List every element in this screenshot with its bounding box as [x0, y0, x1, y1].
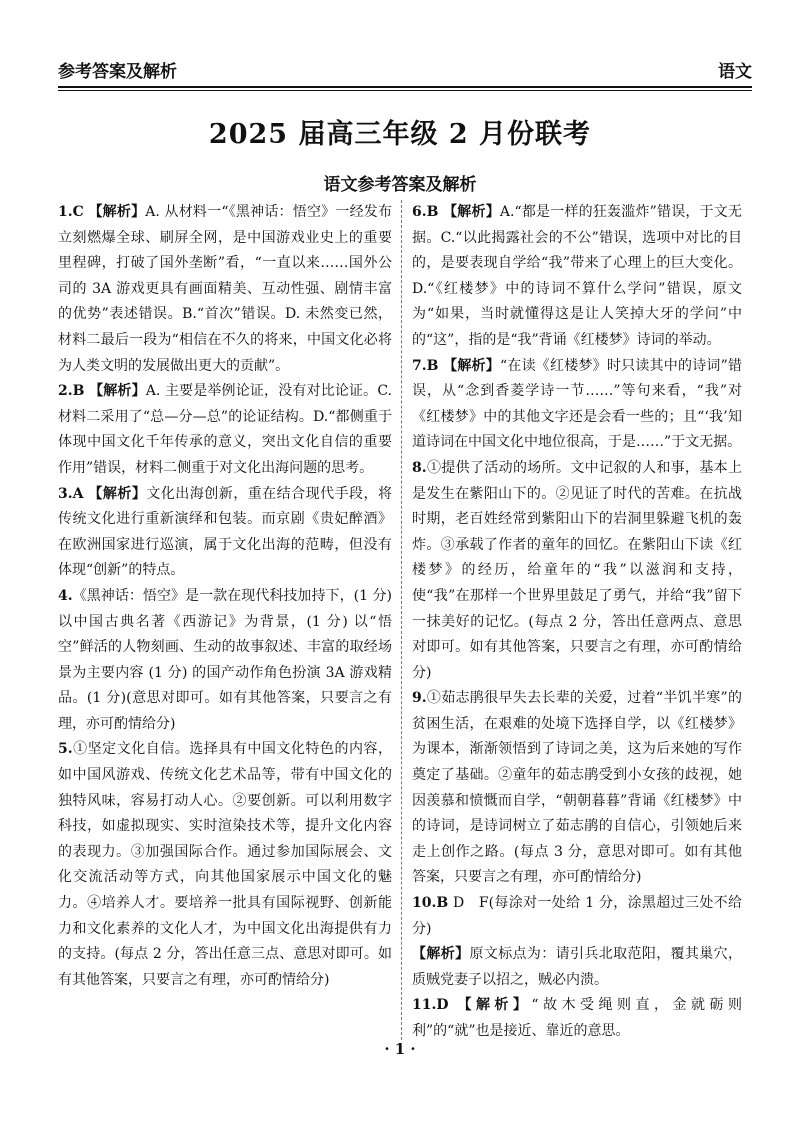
- exam-subtitle: 语文参考答案及解析: [323, 175, 477, 195]
- question-number: 9.: [412, 690, 427, 707]
- answer-item: [412, 200, 742, 354]
- answer-text: ①茹志鹃很早失去长辈的关爱，过着“半饥半寒”的贫困生活，在艰难的处境下选择自学，以《红楼梦》为课本，渐渐领悟到了诗词之美，这为后来她的写作奠定了基础。②童年的茹志鹃受到小女孩的歧视，她因羡慕和愤慨而自学，“朝朝暮暮”背诵《红楼梦》中的诗词，是诗词树立了茹志鹃的自信心，引领她后来走上创作之路。(每点 3 分，意思对即可。如有其他答案，只要言之有理，亦可酌情给分): [412, 690, 742, 886]
- answer-item: [412, 942, 742, 993]
- answer-item: [412, 891, 742, 942]
- answer-text: 原文标点为：请引兵北取范阳，覆其巢穴，质贼党妻子以招之，贼必内溃。: [412, 946, 743, 988]
- answer-item: [58, 482, 392, 584]
- question-number: 6.B: [412, 204, 439, 220]
- page-number: · 1 ·: [384, 1040, 416, 1058]
- answer-text: “故木受绳则直，金就砺则利”的“就”也是接近、靠近的意思。: [412, 997, 742, 1039]
- question-number: 10.B: [412, 895, 449, 912]
- answer-item: [412, 686, 742, 891]
- answer-text: A.“都是一样的狂轰滥炸”错误，于文无据。C.“以此揭露社会的不公”错误，选项中对比的目的，是要表现自学给“我”带来了心理上的巨大变化。D.“《红楼梦》中的诗词不算什么学问”错误，原文为“如果，当时就懂得这是让人笑掉大牙的学问”中的“这”，指的是“我”背诵《红楼梦》诗词的举动。: [412, 204, 743, 348]
- analysis-tag: 【解析】: [443, 204, 500, 220]
- column-divider: [401, 200, 402, 1040]
- answer-item: [412, 993, 742, 1044]
- header-subject-label: 语文: [718, 62, 752, 82]
- answer-text: A. 从材料一“《黑神话：悟空》一经发布立刻燃爆全球、刷屏全网，是中国游戏业史上的重要里程碑，打破了国外垄断”看，“一直以来……国外公司的 3A 游戏更具有画面精美、互动性强、剧情丰富的优势”表述错误。B.“首次”错误。D. 未然变已然，材料二最后一段为“相信在不久的将来，中国文化必将为人类文明的发展做出更大的贡献”。: [58, 204, 393, 374]
- answer-item: [412, 456, 742, 686]
- header-rule: [58, 86, 752, 91]
- answer-item: [58, 379, 392, 481]
- analysis-tag: 【解析】: [412, 946, 470, 963]
- answer-item: [58, 200, 392, 379]
- question-number: 7.B: [412, 357, 439, 374]
- answer-text: D F(每涂对一处给 1 分，涂黑超过三处不给分): [412, 895, 742, 937]
- question-number: 3.A: [58, 485, 84, 502]
- question-number: 11.D: [412, 997, 449, 1014]
- question-number: 4.: [58, 587, 73, 604]
- question-number: 8.: [412, 459, 427, 476]
- header-left-label: 参考答案及解析: [58, 62, 177, 82]
- exam-title: 2025 届高三年级 2 月份联考: [208, 119, 592, 150]
- answer-item: [58, 584, 392, 738]
- analysis-tag: 【解析】: [89, 383, 146, 400]
- answer-item: [58, 737, 392, 993]
- answer-text: ①提供了活动的场所。文中记叙的人和事，基本上是发生在紫阳山下的。②见证了时代的苦难。在抗战时期，老百姓经常到紫阳山下的岩洞里躲避飞机的轰炸。③承载了作者的童年的回忆。在紫阳山下读《红楼梦》的经历，给童年的“我”以滋润和支持，使“我”在那样一个世界里鼓足了勇气，并给“我”留下一抹美好的记忆。(每点 2 分，答出任意两点、意思对即可。如有其他答案，只要言之有理，亦可酌情给分): [412, 459, 742, 681]
- analysis-tag: 【解析】: [88, 204, 146, 220]
- analysis-tag: 【解析】: [88, 485, 147, 502]
- answer-text: ①坚定文化自信。选择具有中国文化特色的内容，如中国风游戏、传统文化艺术品等，带有中国文化的独特风味，容易打动人心。②要创新。可以利用数字科技，如虚拟现实、实时渲染技术等，提升文化内容的表现力。③加强国际合作。通过参加国际展会、文化交流活动等方式，向其他国家展示中国文化的魅力。④培养人才。要培养一批具有国际视野、创新能力和文化素养的文化人才，为中国文化出海提供有力的支持。(每点 2 分，答出任意三点、意思对即可。如有其他答案，只要言之有理，亦可酌情给分): [58, 741, 392, 988]
- question-number: 2.B: [58, 383, 85, 400]
- answer-text: “在读《红楼梦》时只读其中的诗词”错误，从“念到香菱学诗一节……”等句来看，“我”对《红楼梦》中的其他文字还是会看一些的；且“‘我’知道诗词在中国文化中地位很高，于是……”于文无据。: [412, 357, 742, 451]
- question-number: 5.: [58, 741, 73, 758]
- left-column: [58, 200, 392, 993]
- answer-item: [412, 354, 742, 456]
- right-column: [412, 200, 742, 1045]
- analysis-tag: 【解析】: [457, 997, 532, 1014]
- question-number: 1.C: [58, 204, 84, 220]
- answer-text: A. 主要是举例论证，没有对比论证。C. 材料二采用了“总—分—总”的论证结构。D.“都侧重于体现中国文化千年传承的意义，突出文化自信的重要作用”错误，材料二侧重于对文化出海问题的思考。: [58, 383, 393, 476]
- answer-text: 文化出海创新，重在结合现代手段，将传统文化进行重新演绎和包装。而京剧《贵妃醉酒》在欧洲国家进行巡演，属于文化出海的范畴，但没有体现“创新”的特点。: [58, 485, 393, 579]
- page-header: [58, 48, 752, 82]
- answer-text: 《黑神话：悟空》是一款在现代科技加持下，(1 分) 以中国古典名著《西游记》为背景，(1 分) 以“悟空”鲜活的人物刻画、生动的故事叙述、丰富的取经场景为主要内容 (1 分) 的国产动作角色扮演 3A 游戏精品。(1 分)(意思对即可。如有其他答案，只要言之有理，亦可酌情给分): [58, 587, 392, 732]
- analysis-tag: 【解析】: [443, 357, 500, 374]
